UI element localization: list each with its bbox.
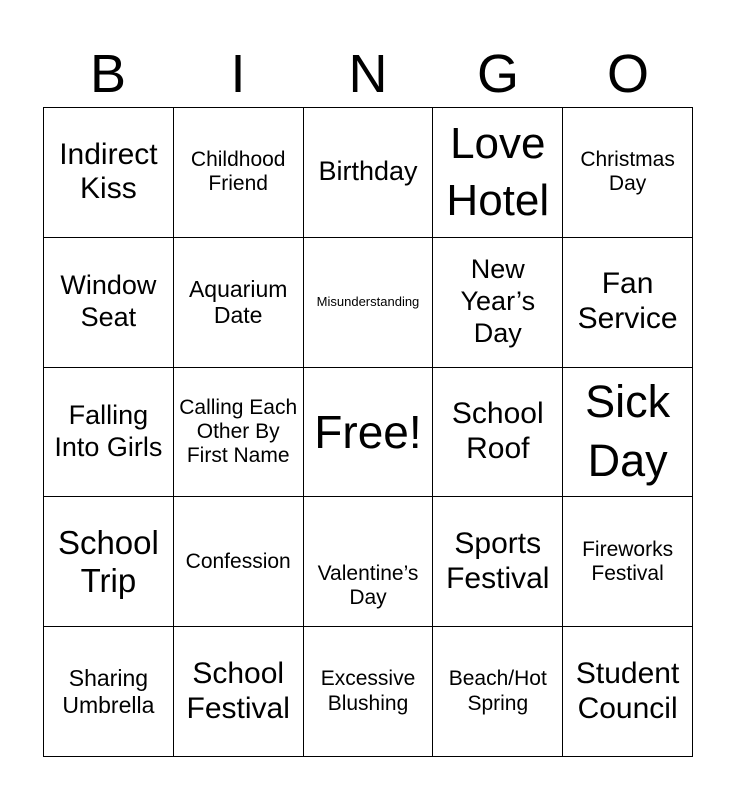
bingo-cell[interactable] (433, 108, 563, 238)
bingo-cell[interactable] (563, 497, 693, 627)
bingo-cell[interactable] (563, 368, 693, 498)
cell-label: Confession (185, 549, 291, 573)
bingo-cell[interactable] (304, 108, 434, 238)
cell-label: Misunderstanding (316, 293, 420, 309)
bingo-cell[interactable] (44, 627, 174, 757)
bingo-cell[interactable] (304, 238, 434, 368)
bingo-header (43, 40, 693, 108)
cell-label: Fireworks Festival (582, 537, 674, 585)
bingo-cell[interactable] (174, 627, 304, 757)
bingo-cell[interactable] (563, 627, 693, 757)
bingo-cell[interactable] (44, 108, 174, 238)
bingo-cell[interactable] (174, 368, 304, 498)
header-letter-i: I (230, 44, 246, 104)
cell-label: Sharing Umbrella (62, 665, 155, 718)
free-space-cell[interactable] (304, 368, 434, 498)
cell-label: Window Seat (60, 270, 157, 333)
cell-label: School Roof (451, 397, 544, 465)
cell-label: School Trip (57, 524, 159, 599)
bingo-cell[interactable] (44, 238, 174, 368)
bingo-cell[interactable] (44, 368, 174, 498)
bingo-cell[interactable] (433, 497, 563, 627)
cell-label: Aquarium Date (188, 275, 288, 329)
cell-label: Christmas Day (580, 148, 675, 196)
cell-label: Student Council (575, 656, 680, 725)
cell-label: Free! (314, 405, 422, 458)
cell-label: Falling Into Girls (54, 400, 163, 462)
header-letter-n: N (348, 44, 388, 104)
bingo-cell[interactable] (304, 627, 434, 757)
bingo-cell[interactable] (174, 108, 304, 238)
bingo-cell[interactable] (563, 108, 693, 238)
cell-label: Sports Festival (446, 526, 550, 595)
cell-label: Beach/Hot Spring (448, 667, 547, 715)
bingo-cell[interactable] (433, 238, 563, 368)
cell-label: Calling Each Other By First Name (179, 395, 298, 468)
cell-label: Indirect Kiss (59, 137, 158, 206)
cell-label: Love Hotel (446, 119, 550, 226)
cell-label: Fan Service (577, 267, 678, 336)
bingo-card (43, 107, 693, 757)
header-letter-o: O (606, 44, 649, 104)
bingo-cell[interactable] (304, 497, 434, 627)
bingo-cell[interactable] (433, 368, 563, 498)
cell-label: New Year’s Day (460, 254, 536, 349)
bingo-cell[interactable] (174, 497, 304, 627)
cell-label: Sick Day (585, 376, 671, 486)
header-letter-b: B (89, 44, 127, 104)
bingo-cell[interactable] (44, 497, 174, 627)
bingo-cell[interactable] (174, 238, 304, 368)
cell-label: Valentine’s Day (317, 561, 419, 610)
cell-label: Birthday (318, 156, 418, 187)
cell-label: School Festival (186, 656, 290, 725)
cell-label: Childhood Friend (190, 148, 286, 196)
header-letter-g: G (476, 44, 519, 104)
bingo-cell[interactable] (563, 238, 693, 368)
cell-label: Excessive Blushing (320, 667, 416, 715)
bingo-cell[interactable] (433, 627, 563, 757)
